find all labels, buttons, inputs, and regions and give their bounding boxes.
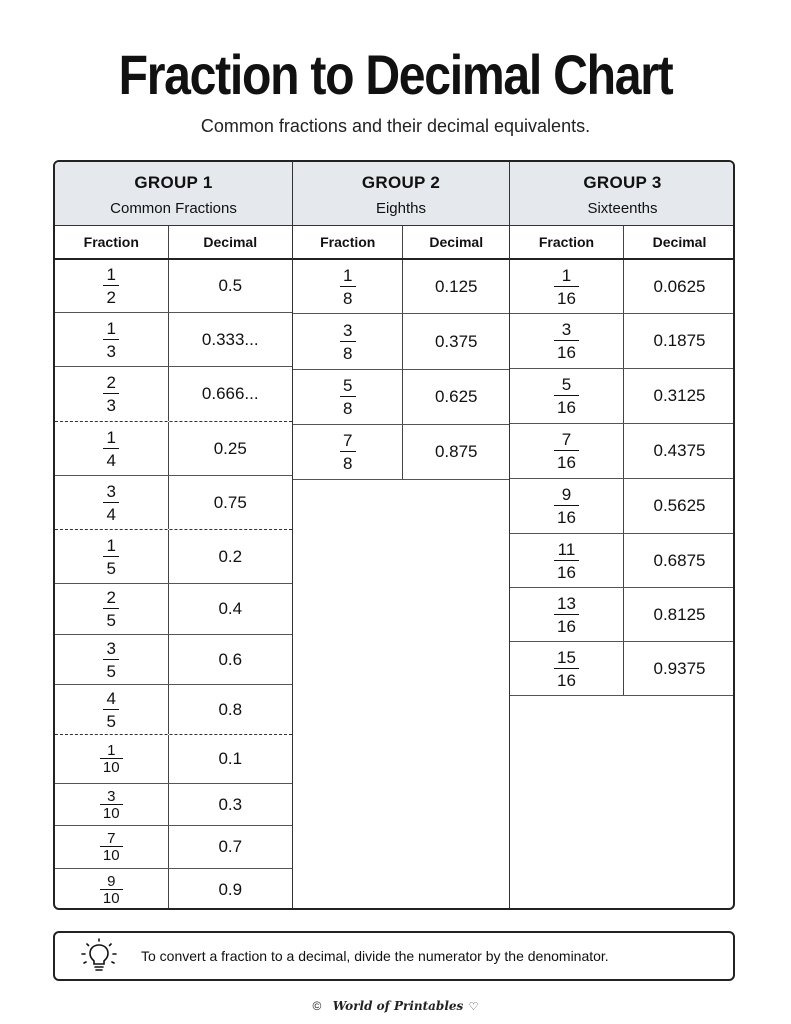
fraction-cell [510, 588, 624, 641]
fraction [340, 376, 356, 418]
numerator: 7 [343, 431, 353, 450]
denominator: 5 [106, 558, 116, 578]
table-row [510, 260, 735, 314]
table-row [55, 260, 292, 313]
group-rows [55, 260, 292, 910]
decimal-cell: 0.75 [213, 492, 247, 512]
copyright-symbol: © [312, 999, 322, 1013]
group-name: GROUP 2 [361, 173, 441, 192]
denominator: 5 [106, 661, 116, 681]
denominator: 16 [557, 398, 576, 417]
numerator: 13 [557, 593, 576, 613]
group-rows [510, 260, 735, 696]
numerator: 1 [561, 265, 572, 285]
table-row [55, 367, 292, 422]
fraction-bar [103, 659, 119, 660]
fraction-cell [55, 367, 169, 421]
fraction-bar [103, 339, 119, 340]
numerator: 3 [561, 320, 572, 339]
decimal-cell: 0.4 [218, 599, 243, 618]
fraction-bar [103, 608, 119, 609]
column-header-row [55, 226, 292, 260]
fraction-cell [55, 313, 169, 366]
table-row [55, 784, 292, 826]
fraction-bar [554, 668, 579, 669]
fraction-column-header: Fraction [55, 226, 169, 258]
fraction [100, 789, 123, 821]
page-title: Fraction to Decimal Chart [118, 43, 673, 106]
fraction-cell [510, 260, 624, 313]
group-header [293, 162, 509, 226]
table-row [55, 635, 292, 685]
fraction-bar [340, 286, 356, 287]
decimal-cell: 0.375 [434, 331, 478, 351]
fraction [340, 321, 356, 363]
decimal-cell: 0.333... [201, 329, 259, 349]
fraction-column-header: Fraction [510, 226, 624, 258]
fraction [340, 266, 356, 308]
denominator: 3 [106, 396, 116, 415]
numerator: 11 [557, 539, 576, 559]
numerator: 7 [561, 430, 572, 449]
fraction-cell [510, 369, 624, 423]
numerator: 7 [107, 830, 116, 847]
fraction-cell [293, 314, 403, 369]
decimal-cell: 0.6875 [653, 550, 706, 570]
decimal-cell: 0.25 [213, 438, 247, 458]
decimal-cell: 0.0625 [653, 276, 706, 296]
decimal-cell: 0.625 [434, 387, 478, 406]
fraction-cell [293, 260, 403, 313]
page-subtitle: Common fractions and their decimal equivalents. [200, 116, 591, 136]
denominator: 10 [102, 759, 120, 776]
group-1-column [55, 162, 293, 908]
decimal-cell: 0.6 [218, 649, 243, 669]
denominator: 2 [106, 288, 116, 307]
footer [0, 999, 791, 1013]
decimal-cell: 0.9 [218, 880, 243, 899]
numerator: 3 [106, 638, 116, 658]
tip-box [53, 931, 735, 981]
fraction [340, 431, 356, 473]
numerator: 1 [106, 318, 116, 338]
fraction [100, 831, 123, 863]
numerator: 5 [561, 375, 572, 394]
fraction [103, 428, 119, 470]
decimal-cell: 0.5 [218, 276, 243, 295]
fraction [103, 588, 119, 630]
group-2-column [293, 162, 510, 908]
fraction-bar [103, 393, 119, 394]
fraction-bar [554, 505, 579, 506]
fraction-cell [510, 642, 624, 695]
fraction-bar [103, 285, 119, 286]
denominator: 16 [557, 670, 576, 690]
table-row [55, 735, 292, 784]
group-description: Sixteenths [587, 200, 658, 217]
denominator: 16 [557, 288, 576, 308]
column-header-row [510, 226, 735, 260]
denominator: 16 [557, 453, 576, 472]
denominator: 8 [343, 399, 353, 418]
fraction [554, 485, 579, 527]
fraction-cell [55, 530, 169, 583]
table-row [55, 685, 292, 735]
fraction-bar [554, 340, 579, 341]
tip-text: To convert a fraction to a decimal, divide the numerator by the denominator. [141, 948, 609, 964]
fraction-bar [554, 395, 579, 396]
fraction-bar [103, 709, 119, 710]
decimal-cell: 0.9375 [653, 658, 706, 678]
table-row [510, 424, 735, 479]
table-row [55, 313, 292, 367]
group-header [510, 162, 735, 226]
fraction-bar [340, 396, 356, 397]
denominator: 8 [343, 288, 353, 308]
fraction-cell [55, 869, 169, 910]
table-row [510, 642, 735, 696]
table-row [55, 826, 292, 869]
denominator: 4 [106, 504, 116, 524]
decimal-cell: 0.4375 [653, 441, 706, 460]
decimal-cell: 0.875 [434, 442, 478, 461]
denominator: 16 [557, 343, 576, 362]
denominator: 16 [557, 616, 576, 636]
numerator: 9 [561, 485, 572, 504]
fraction [103, 689, 119, 731]
table-row [55, 530, 292, 584]
decimal-cell: 0.3125 [653, 386, 706, 405]
group-description: Common Fractions [110, 200, 237, 217]
denominator: 8 [343, 454, 353, 473]
fraction [554, 648, 579, 690]
fraction-bar [103, 556, 119, 557]
fraction-cell [510, 424, 624, 478]
numerator: 1 [106, 535, 116, 555]
denominator: 16 [557, 562, 576, 582]
decimal-cell: 0.1875 [653, 331, 706, 350]
group-3-column [510, 162, 735, 908]
decimal-cell: 0.5625 [653, 496, 706, 515]
decimal-cell: 0.8 [218, 699, 243, 719]
numerator: 1 [343, 265, 353, 285]
group-name: GROUP 3 [583, 173, 662, 192]
decimal-column-header: Decimal [203, 234, 258, 250]
fraction-bar [103, 448, 119, 449]
fraction [103, 536, 119, 578]
decimal-cell: 0.7 [218, 837, 243, 856]
table-row [293, 314, 509, 370]
table-row [510, 588, 735, 642]
numerator: 1 [106, 427, 116, 447]
numerator: 3 [343, 320, 353, 340]
decimal-column-header: Decimal [652, 234, 707, 250]
fraction [554, 375, 579, 417]
fraction [554, 430, 579, 472]
numerator: 1 [106, 265, 116, 284]
denominator: 3 [106, 341, 116, 361]
numerator: 3 [107, 787, 116, 805]
denominator: 10 [102, 847, 120, 864]
fraction-cell [293, 370, 403, 424]
lightbulb-icon [79, 936, 119, 976]
fraction-cell [55, 584, 169, 634]
table-row [293, 370, 509, 425]
numerator: 3 [106, 481, 116, 501]
fraction [100, 743, 123, 775]
fraction-cell [55, 422, 169, 475]
fraction-bar [340, 451, 356, 452]
fraction-cell [293, 425, 403, 479]
decimal-cell: 0.1 [218, 749, 243, 768]
numerator: 9 [107, 873, 116, 890]
denominator: 4 [106, 450, 116, 470]
fraction-cell [55, 784, 169, 825]
column-header-row [293, 226, 509, 260]
fraction-bar [103, 502, 119, 503]
denominator: 8 [343, 343, 353, 363]
fraction-cell [55, 476, 169, 529]
group-rows [293, 260, 509, 480]
numerator: 1 [107, 742, 116, 759]
group-description: Eighths [375, 200, 427, 217]
fraction [554, 266, 579, 308]
table-row [55, 584, 292, 635]
fraction-cell [510, 534, 624, 587]
fraction-cell [55, 685, 169, 734]
decimal-cell: 0.3 [218, 794, 243, 814]
table-row [510, 369, 735, 424]
decimal-cell: 0.8125 [653, 604, 706, 624]
table-row [293, 425, 509, 480]
table-row [510, 534, 735, 588]
numerator: 4 [106, 688, 116, 708]
fraction-bar [340, 341, 356, 342]
fraction-column-header: Fraction [293, 226, 403, 258]
fraction [103, 482, 119, 524]
fraction-cell [55, 635, 169, 684]
fraction [554, 540, 579, 582]
fraction [554, 320, 579, 362]
fraction [103, 373, 119, 415]
fraction-cell [55, 826, 169, 868]
table-row [293, 260, 509, 314]
fraction [100, 874, 123, 906]
fraction-bar [554, 614, 579, 615]
table-row [510, 314, 735, 369]
fraction-decimal-table [53, 160, 735, 910]
fraction [103, 265, 119, 307]
denominator: 10 [102, 890, 120, 907]
fraction-bar [554, 560, 579, 561]
fraction-bar [554, 450, 579, 451]
numerator: 2 [106, 373, 116, 392]
fraction-cell [55, 260, 169, 312]
fraction-bar [554, 286, 579, 287]
table-row [55, 476, 292, 530]
decimal-cell: 0.666... [201, 384, 259, 403]
denominator: 5 [106, 611, 116, 630]
brand-name: World of Printables [332, 999, 464, 1013]
table-row [510, 479, 735, 534]
fraction [103, 319, 119, 361]
heart-icon: ♡ [468, 1001, 479, 1013]
fraction [554, 594, 579, 636]
table-row [55, 869, 292, 910]
group-header [55, 162, 292, 226]
decimal-cell: 0.2 [218, 546, 243, 566]
denominator: 5 [106, 711, 116, 731]
numerator: 15 [557, 647, 576, 667]
denominator: 10 [102, 804, 120, 822]
numerator: 5 [343, 376, 353, 395]
decimal-cell: 0.125 [434, 276, 478, 296]
table-row [55, 422, 292, 476]
fraction [103, 639, 119, 681]
numerator: 2 [106, 588, 116, 607]
group-name: GROUP 1 [134, 173, 213, 192]
fraction-cell [510, 314, 624, 368]
fraction-cell [55, 735, 169, 783]
denominator: 16 [557, 508, 576, 527]
fraction-cell [510, 479, 624, 533]
decimal-column-header: Decimal [429, 234, 484, 250]
